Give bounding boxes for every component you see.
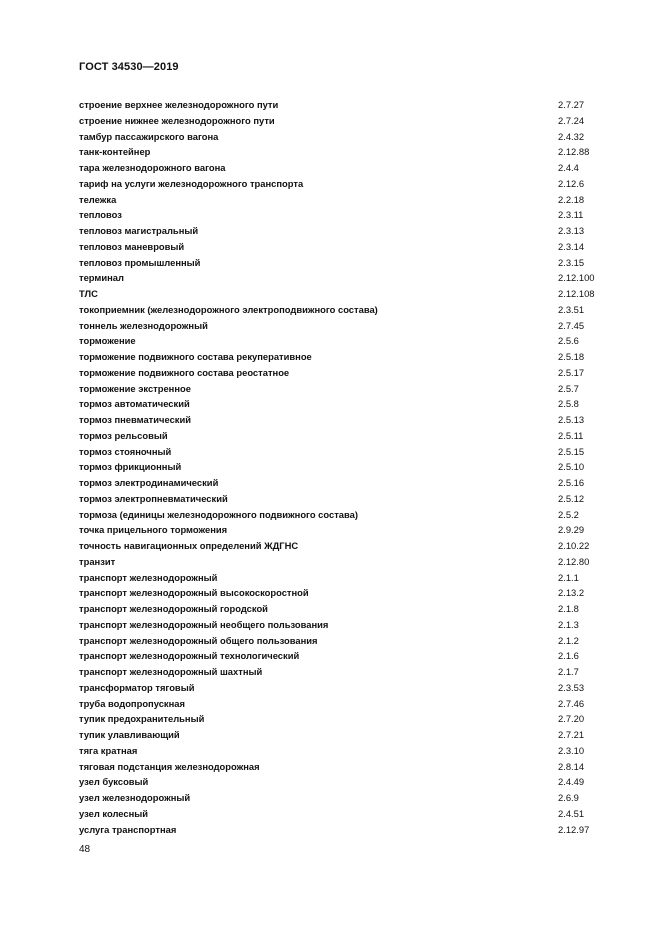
index-reference: 2.5.7 bbox=[558, 382, 579, 394]
index-entry bbox=[79, 255, 599, 271]
index-term: тара железнодорожного вагона bbox=[79, 162, 226, 173]
index-term: узел буксовый bbox=[79, 776, 149, 788]
index-entry bbox=[79, 160, 599, 176]
index-term: тормоз электропневматический bbox=[79, 492, 228, 504]
index-reference: 2.8.14 bbox=[558, 760, 585, 772]
index-term: тормоз стояночный bbox=[79, 445, 172, 457]
index-reference: 2.7.45 bbox=[558, 319, 585, 331]
index-entry bbox=[79, 113, 599, 129]
index-term: узел железнодорожный bbox=[79, 792, 191, 803]
index-reference: 2.5.16 bbox=[558, 477, 585, 488]
index-reference: 2.3.51 bbox=[558, 303, 585, 315]
index-entry bbox=[79, 491, 599, 507]
index-entry bbox=[79, 176, 599, 192]
index-term: точка прицельного торможения bbox=[79, 524, 228, 536]
index-entry bbox=[79, 664, 599, 680]
index-reference: 2.4.4 bbox=[558, 162, 579, 173]
index-reference: 2.1.8 bbox=[558, 603, 579, 614]
index-term: тяговая подстанция железнодорожная bbox=[79, 760, 260, 772]
index-reference: 2.5.2 bbox=[558, 508, 579, 520]
index-reference: 2.4.32 bbox=[558, 130, 585, 142]
index-term: тепловоз магистральный bbox=[79, 225, 199, 236]
index-reference: 2.1.2 bbox=[558, 634, 579, 646]
index-entry bbox=[79, 585, 599, 601]
index-reference: 2.1.7 bbox=[558, 666, 579, 677]
index-entry bbox=[79, 192, 599, 208]
index-entry bbox=[79, 365, 599, 381]
index-entry bbox=[79, 806, 599, 822]
index-term: торможение bbox=[79, 335, 136, 347]
index-reference: 2.1.3 bbox=[558, 618, 579, 630]
index-entry bbox=[79, 790, 599, 806]
index-entry bbox=[79, 774, 599, 790]
index-term: строение нижнее железнодорожного пути bbox=[79, 114, 275, 126]
index-term: транспорт железнодорожный bbox=[79, 571, 218, 583]
index-term: строение верхнее железнодорожного пути bbox=[79, 99, 279, 110]
index-entry bbox=[79, 412, 599, 428]
index-reference: 2.5.6 bbox=[558, 335, 579, 347]
index-term: тамбур пассажирского вагона bbox=[79, 130, 219, 142]
index-term: терминал bbox=[79, 272, 124, 284]
index-term: транспорт железнодорожный необщего пользования bbox=[79, 618, 329, 630]
index-entry bbox=[79, 239, 599, 255]
index-term: торможение подвижного состава реостатное bbox=[79, 366, 290, 378]
index-term: торможение подвижного состава рекуперативное bbox=[79, 351, 312, 362]
index-entry bbox=[79, 428, 599, 444]
index-entry bbox=[79, 617, 599, 633]
index-entry bbox=[79, 601, 599, 617]
index-entry bbox=[79, 381, 599, 397]
index-term: тоннель железнодорожный bbox=[79, 319, 208, 331]
index-term: транспорт железнодорожный технологический bbox=[79, 650, 300, 662]
index-reference: 2.5.18 bbox=[558, 351, 585, 362]
index-reference: 2.4.49 bbox=[558, 776, 585, 788]
index-entry bbox=[79, 522, 599, 538]
index-reference: 2.13.2 bbox=[558, 587, 585, 599]
index-entry bbox=[79, 444, 599, 460]
index-entry bbox=[79, 711, 599, 727]
index-reference: 2.12.80 bbox=[558, 555, 590, 567]
index-term: тормоз автоматический bbox=[79, 398, 190, 410]
index-entry bbox=[79, 129, 599, 145]
index-reference: 2.12.97 bbox=[558, 823, 590, 835]
index-term: токоприемник (железнодорожного электроподвижного состава) bbox=[79, 303, 378, 315]
index-term: тормоз электродинамический bbox=[79, 477, 219, 488]
index-reference: 2.3.13 bbox=[558, 225, 585, 236]
index-reference: 2.5.12 bbox=[558, 492, 585, 504]
index-term: торможение экстренное bbox=[79, 382, 191, 394]
index-term: тепловоз bbox=[79, 209, 122, 221]
index-reference: 2.9.29 bbox=[558, 524, 585, 536]
index-entry bbox=[79, 507, 599, 523]
index-reference: 2.7.21 bbox=[558, 729, 585, 740]
index-entry bbox=[79, 459, 599, 475]
index-reference: 2.12.108 bbox=[558, 288, 595, 299]
index-term: узел колесный bbox=[79, 807, 149, 819]
index-term: тормоз фрикционный bbox=[79, 461, 182, 473]
index-term: точность навигационных определений ЖДГНС bbox=[79, 540, 299, 551]
index-entry bbox=[79, 570, 599, 586]
index-reference: 2.6.9 bbox=[558, 792, 579, 803]
index-term: тепловоз промышленный bbox=[79, 256, 201, 268]
index-entry bbox=[79, 554, 599, 570]
index-entry bbox=[79, 633, 599, 649]
index-term: тупик улавливающий bbox=[79, 729, 180, 740]
index-term: тормоз пневматический bbox=[79, 414, 191, 425]
index-reference: 2.3.10 bbox=[558, 744, 585, 756]
index-term: тепловоз маневровый bbox=[79, 240, 185, 252]
index-entry bbox=[79, 696, 599, 712]
index-reference: 2.12.100 bbox=[558, 272, 595, 284]
index-entry bbox=[79, 286, 599, 302]
index-term: тариф на услуги железнодорожного транспорта bbox=[79, 177, 304, 189]
index-entry bbox=[79, 207, 599, 223]
index-entry bbox=[79, 302, 599, 318]
index-term: транспорт железнодорожный высокоскоростной bbox=[79, 587, 309, 599]
index-term: транспорт железнодорожный шахтный bbox=[79, 666, 263, 677]
index-term: тележка bbox=[79, 193, 117, 205]
index-term: трансформатор тяговый bbox=[79, 681, 195, 693]
index-reference: 2.5.11 bbox=[558, 429, 584, 441]
index-entry bbox=[79, 822, 599, 838]
index-entry bbox=[79, 396, 599, 412]
index-term: тупик предохранительный bbox=[79, 713, 205, 725]
index-reference: 2.12.6 bbox=[558, 177, 585, 189]
page-number: 48 bbox=[79, 844, 91, 855]
index-term: услуга транспортная bbox=[79, 823, 177, 835]
index-term: тормоз рельсовый bbox=[79, 429, 168, 441]
index-entry bbox=[79, 318, 599, 334]
index-reference: 2.5.15 bbox=[558, 445, 585, 457]
index-reference: 2.7.27 bbox=[558, 99, 585, 110]
index-term: труба водопропускная bbox=[79, 697, 185, 709]
index-term: транспорт железнодорожный общего пользования bbox=[79, 634, 318, 646]
index-reference: 2.3.15 bbox=[558, 256, 585, 268]
index-reference: 2.4.51 bbox=[558, 807, 585, 819]
index-reference: 2.12.88 bbox=[558, 146, 590, 158]
index-reference: 2.7.24 bbox=[558, 114, 585, 126]
index-reference: 2.5.13 bbox=[558, 414, 585, 425]
index-reference: 2.3.14 bbox=[558, 240, 585, 252]
index-entry bbox=[79, 349, 599, 365]
index-reference: 2.3.11 bbox=[558, 209, 584, 221]
index-entry bbox=[79, 759, 599, 775]
index-reference: 2.5.10 bbox=[558, 461, 585, 473]
index-entry bbox=[79, 743, 599, 759]
index-entry bbox=[79, 475, 599, 491]
index-reference: 2.1.1 bbox=[558, 571, 579, 583]
index-entry bbox=[79, 333, 599, 349]
index-reference: 2.7.20 bbox=[558, 713, 585, 725]
alphabetical-index bbox=[79, 97, 599, 837]
index-entry bbox=[79, 97, 599, 113]
index-reference: 2.5.17 bbox=[558, 366, 585, 378]
index-reference: 2.2.18 bbox=[558, 193, 585, 205]
index-term: транзит bbox=[79, 555, 116, 567]
index-reference: 2.3.53 bbox=[558, 681, 585, 693]
document-header: ГОСТ 34530—2019 bbox=[79, 61, 179, 73]
index-entry bbox=[79, 144, 599, 160]
index-entry bbox=[79, 223, 599, 239]
index-reference: 2.7.46 bbox=[558, 697, 585, 709]
index-term: тормоза (единицы железнодорожного подвижного состава) bbox=[79, 508, 358, 520]
index-entry bbox=[79, 538, 599, 554]
index-entry bbox=[79, 648, 599, 664]
index-reference: 2.10.22 bbox=[558, 540, 590, 551]
index-entry bbox=[79, 680, 599, 696]
index-entry bbox=[79, 270, 599, 286]
index-entry bbox=[79, 727, 599, 743]
index-term: тяга кратная bbox=[79, 744, 138, 756]
index-term: ТЛС bbox=[79, 288, 98, 299]
index-reference: 2.1.6 bbox=[558, 650, 579, 662]
index-reference: 2.5.8 bbox=[558, 398, 579, 410]
index-term: транспорт железнодорожный городской bbox=[79, 603, 268, 614]
index-term: танк-контейнер bbox=[79, 146, 151, 158]
